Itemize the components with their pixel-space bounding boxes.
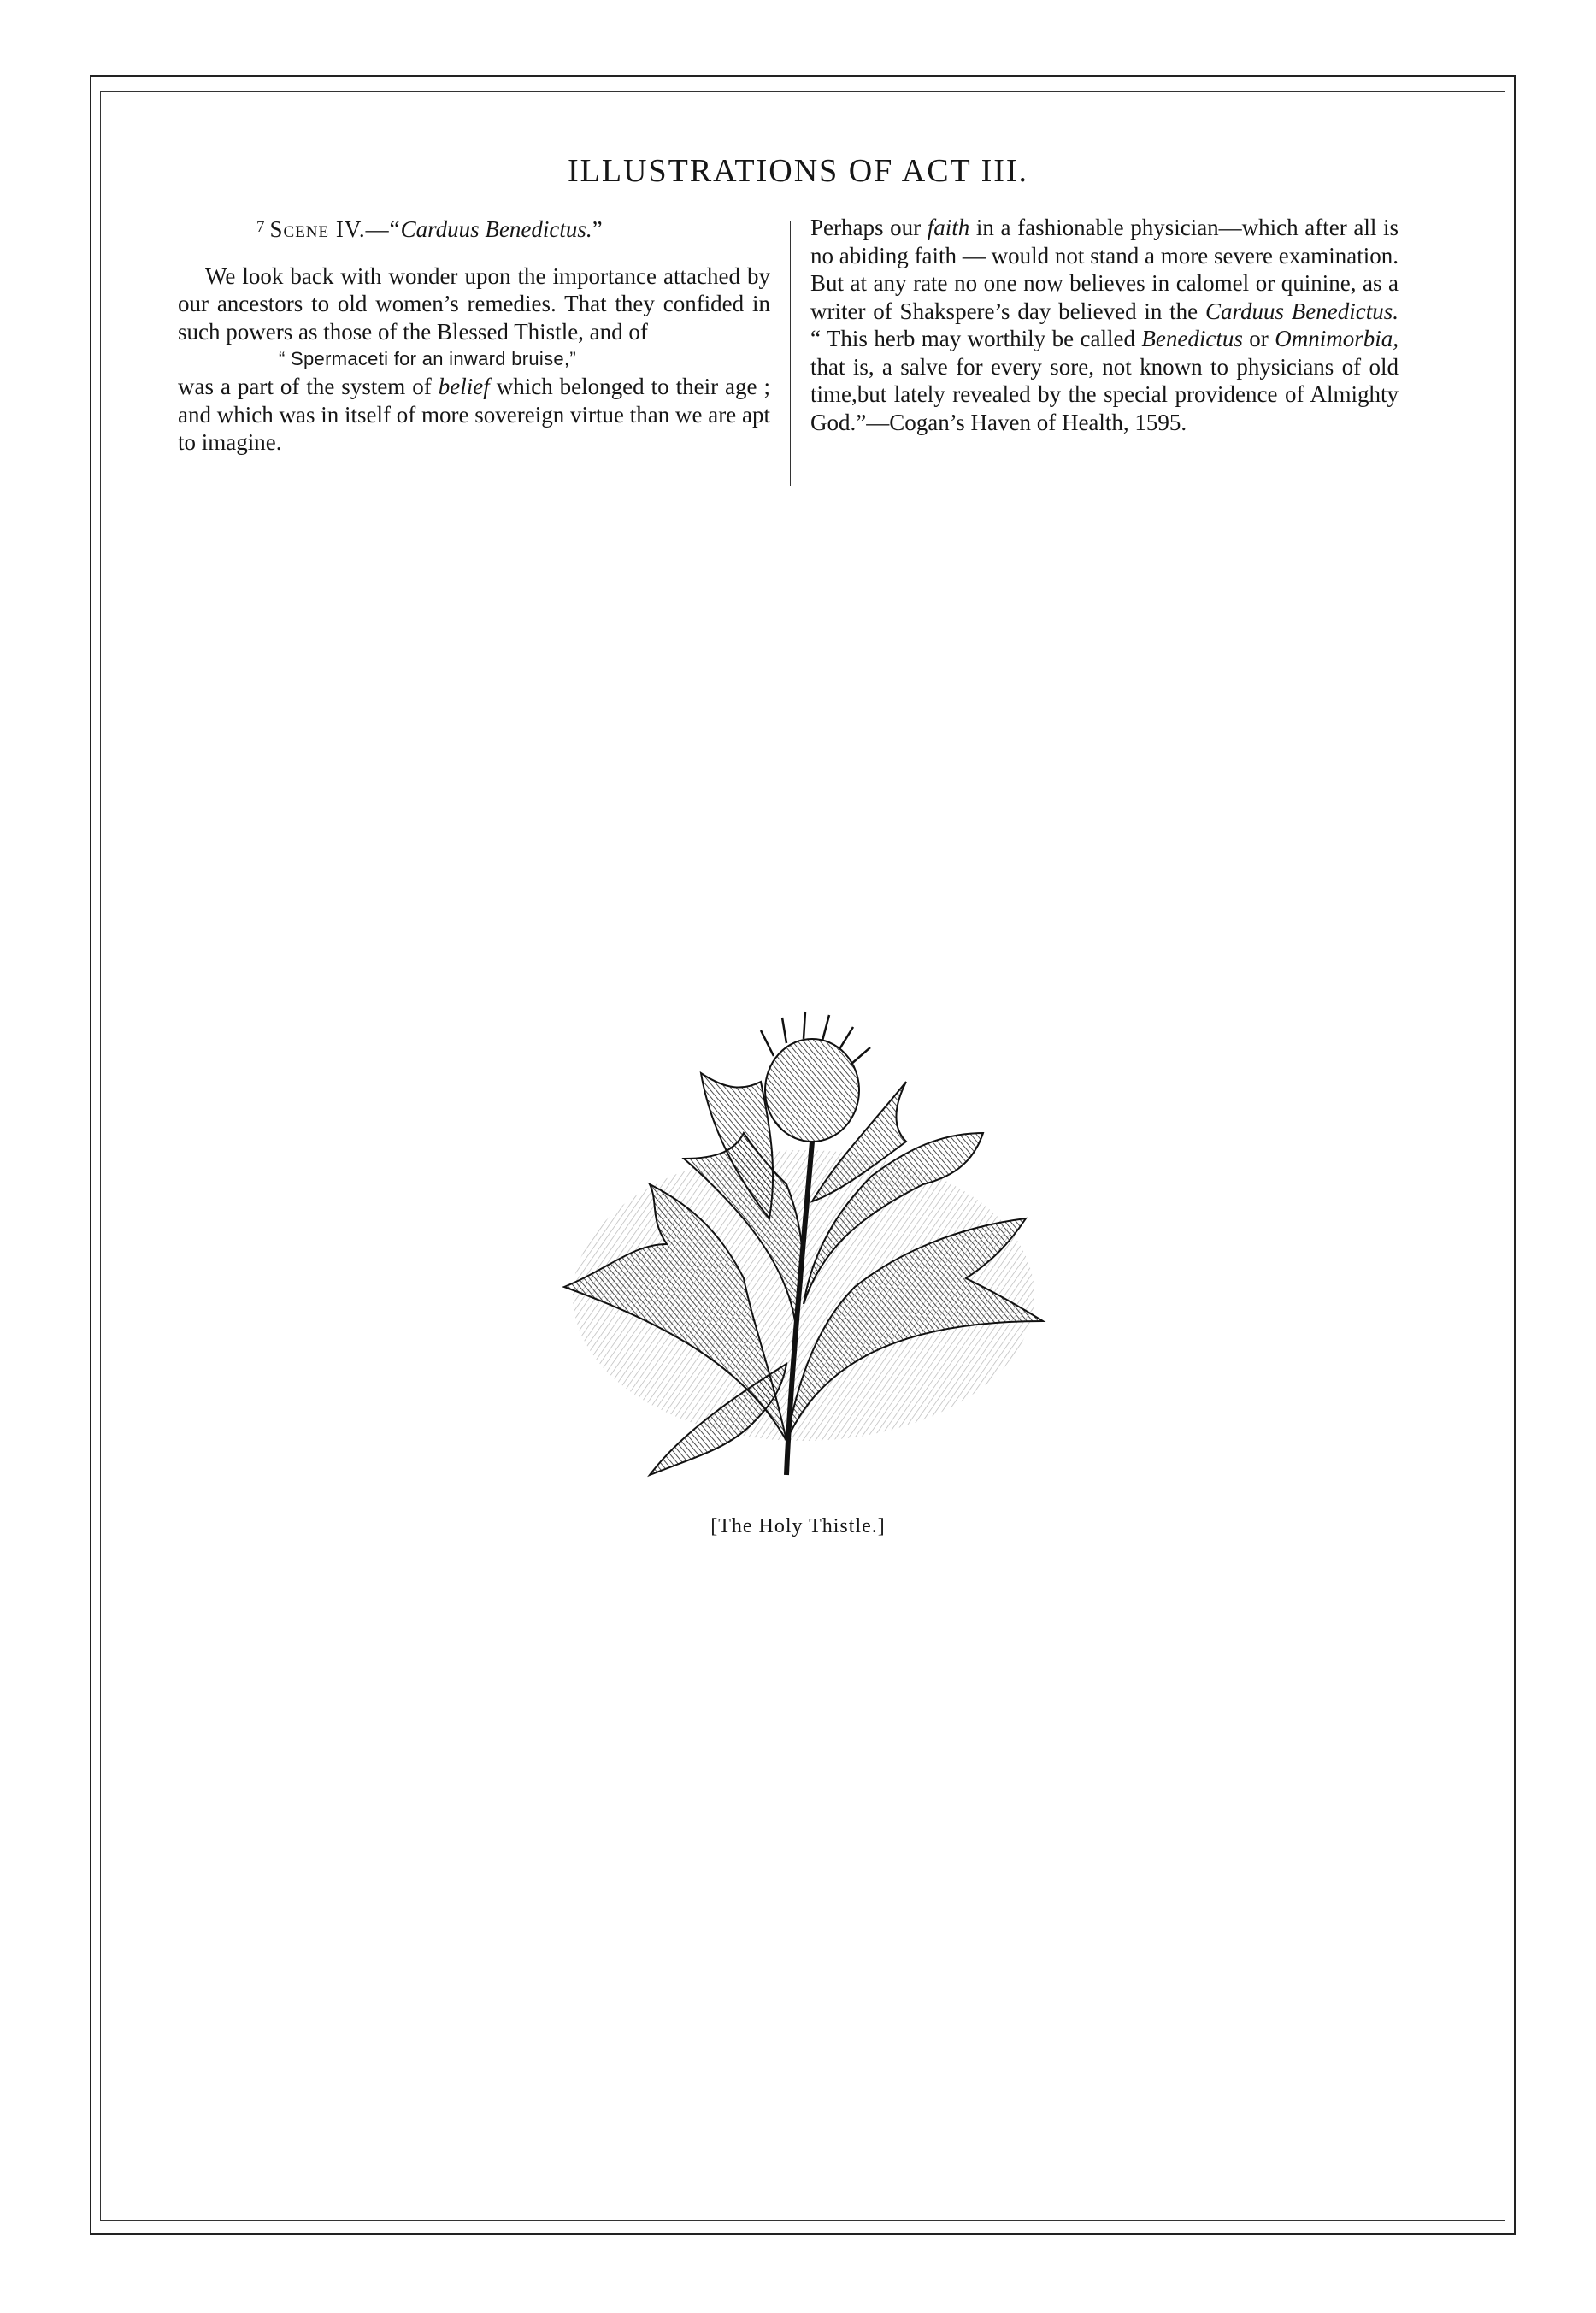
right-column [810,214,1399,436]
paragraph-2 [178,373,770,457]
paragraph-3 [810,214,1399,436]
p3-text-e: that is, a salve for every sore, not known to physicians of old time,but lately revealed by the special providence of Almighty God.”—Cogan’s Haven of Health, 1595. [810,353,1399,435]
scene-title: Carduus Benedictus. [400,216,592,242]
note-number: 7 [256,218,265,236]
left-column [178,214,770,457]
holy-thistle-icon [530,962,1077,1509]
page-title: ILLUSTRATIONS OF ACT III. [567,153,1029,189]
p3-text-a: Perhaps our [810,215,928,240]
p3-benedictus: Benedictus [1141,326,1243,351]
scene-prefix: Scene IV.—“ [269,216,401,242]
p3-text-b: in a fashionable physician—which after all is no abiding faith — would not stand a more severe examination. But at any rate no one now believes in calomel or quinine, as a writer of Shakspere’s day believed in the [810,215,1399,324]
p3-carduus: Carduus Benedictus. [1204,298,1399,324]
p3-text-d: or [1242,326,1275,351]
p3-omnimorbia: Omnimorbia, [1275,326,1399,351]
p3-text-c: “ This herb may worthily be called [810,326,1142,351]
p3-faith: faith [927,215,970,240]
figure-caption: [The Holy Thistle.] [710,1515,886,1537]
p2-text-a: was a part of the system of [178,374,439,399]
p2-belief: belief [438,374,490,399]
scene-heading [178,214,770,244]
scene-suffix: ” [592,216,603,242]
paragraph-1: We look back with wonder upon the importance attached by our ancestors to old women’s remedies. That they confided in such powers as those of the Blessed Thistle, and of [178,263,770,345]
column-divider [790,221,791,486]
p2-text-b: which belonged to their age ; and which was in itself of more sovereign virtue than we are apt to imagine. [178,374,771,455]
quotation: “ Spermaceti for an inward bruise,” [279,348,576,369]
